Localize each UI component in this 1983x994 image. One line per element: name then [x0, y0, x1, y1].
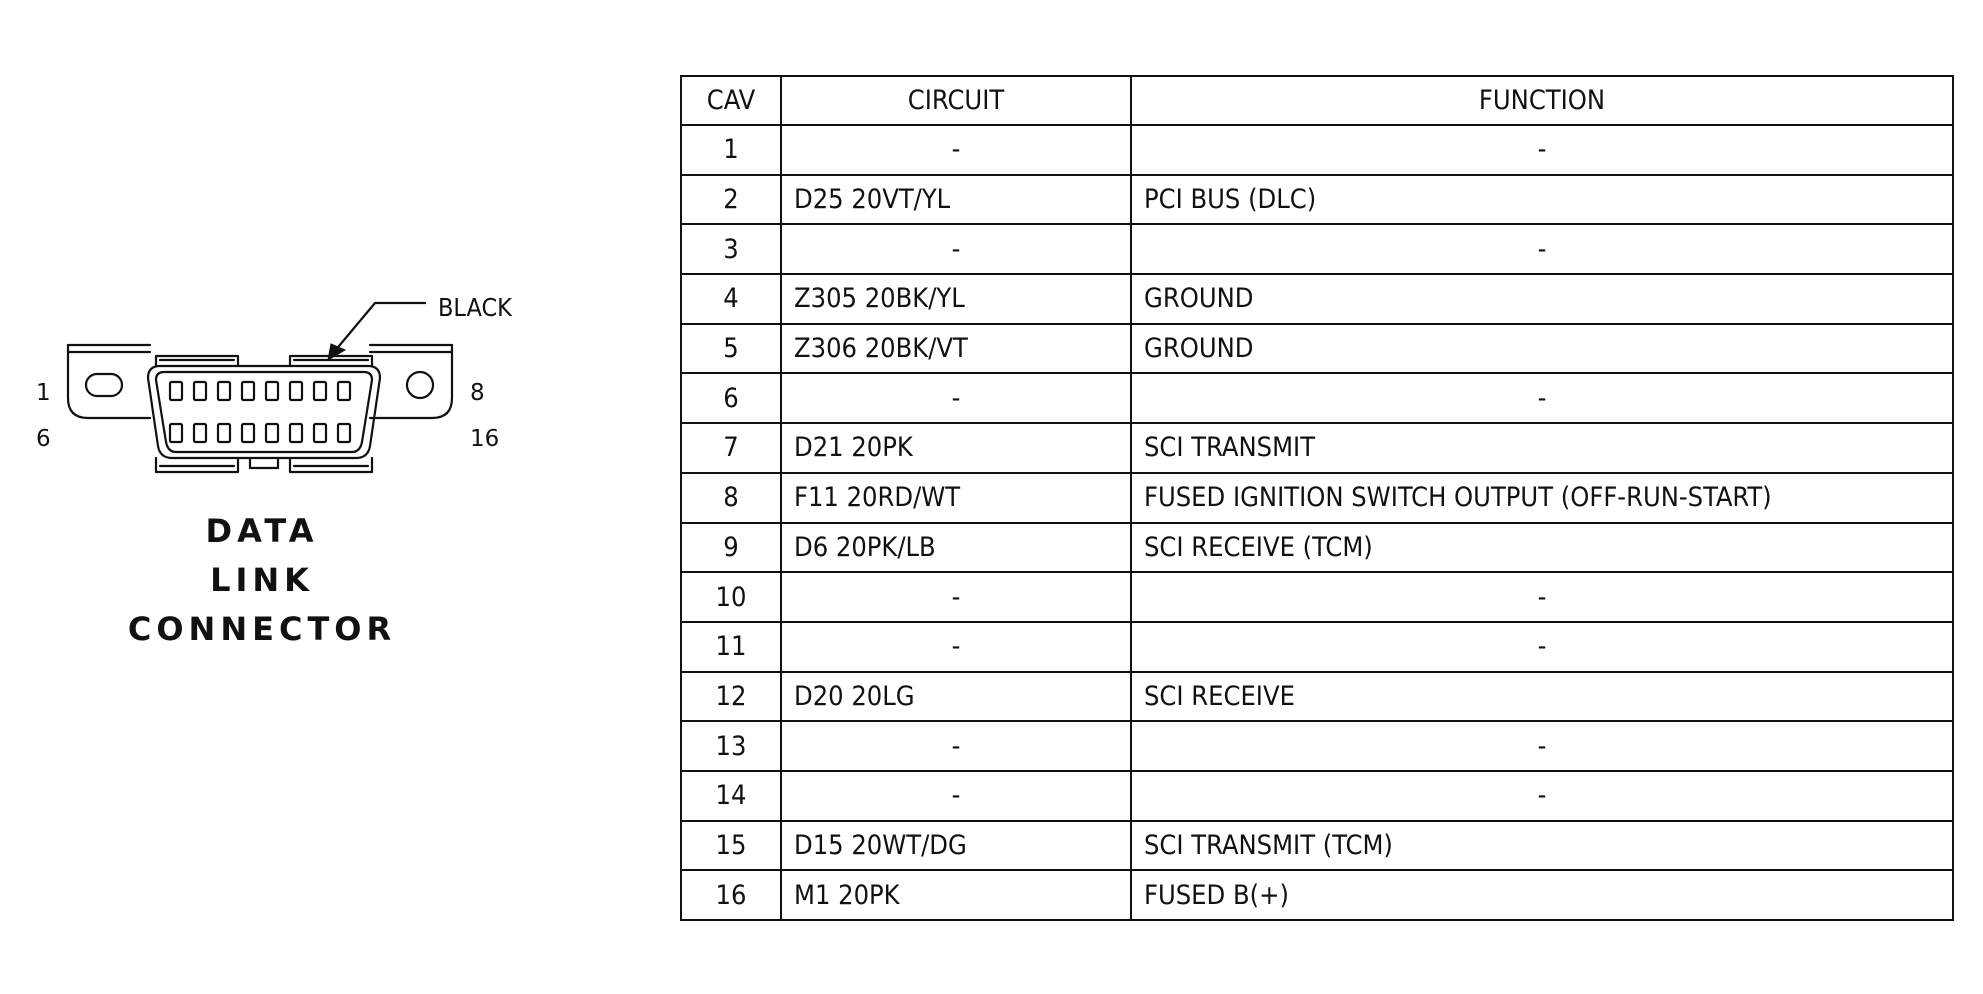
circuit-cell: D15 20WT/DG — [781, 821, 1131, 871]
function-cell: - — [1131, 771, 1953, 821]
table-row — [681, 175, 1953, 225]
circuit-cell: - — [781, 622, 1131, 672]
connector-color-label: BLACK — [438, 293, 512, 322]
circuit-cell: - — [781, 224, 1131, 274]
cav-cell: 9 — [681, 523, 781, 573]
table-row — [681, 224, 1953, 274]
cav-cell: 8 — [681, 473, 781, 523]
table-row — [681, 672, 1953, 722]
circuit-cell: D25 20VT/YL — [781, 175, 1131, 225]
table-header-row — [681, 76, 1953, 125]
cav-cell: 2 — [681, 175, 781, 225]
table-row — [681, 473, 1953, 523]
circuit-cell: - — [781, 572, 1131, 622]
function-cell: SCI RECEIVE — [1131, 672, 1953, 722]
table-row — [681, 324, 1953, 374]
header-cav: CAV — [681, 76, 781, 125]
connector-title-line-1: DATA — [205, 512, 319, 550]
table-row — [681, 721, 1953, 771]
function-cell: SCI TRANSMIT (TCM) — [1131, 821, 1953, 871]
circuit-cell: - — [781, 373, 1131, 423]
left-mount-hole — [86, 374, 122, 396]
function-cell: GROUND — [1131, 274, 1953, 324]
cav-cell: 16 — [681, 870, 781, 920]
pin-label-6: 6 — [36, 426, 51, 452]
circuit-cell: F11 20RD/WT — [781, 473, 1131, 523]
right-mounting-ear — [370, 345, 452, 418]
circuit-cell: D20 20LG — [781, 672, 1131, 722]
function-cell: FUSED IGNITION SWITCH OUTPUT (OFF-RUN-START) — [1131, 473, 1953, 523]
table-row — [681, 771, 1953, 821]
circuit-cell: Z305 20BK/YL — [781, 274, 1131, 324]
circuit-cell: - — [781, 771, 1131, 821]
circuit-cell: M1 20PK — [781, 870, 1131, 920]
cav-cell: 7 — [681, 423, 781, 473]
function-cell: PCI BUS (DLC) — [1131, 175, 1953, 225]
cav-cell: 14 — [681, 771, 781, 821]
cav-cell: 11 — [681, 622, 781, 672]
cav-cell: 6 — [681, 373, 781, 423]
left-mounting-ear — [68, 345, 150, 418]
connector-title-line-3: CONNECTOR — [127, 610, 397, 648]
right-mount-hole — [407, 372, 433, 398]
table-row — [681, 274, 1953, 324]
function-cell: GROUND — [1131, 324, 1953, 374]
cav-cell: 1 — [681, 125, 781, 175]
connector-shell — [148, 366, 380, 458]
table-row — [681, 821, 1953, 871]
table-row — [681, 622, 1953, 672]
table-row — [681, 423, 1953, 473]
table-row — [681, 523, 1953, 573]
table-row — [681, 572, 1953, 622]
leader-arrowhead — [328, 344, 345, 360]
pin-label-16: 16 — [470, 426, 500, 452]
function-cell: - — [1131, 224, 1953, 274]
bottom-pin-row — [170, 424, 350, 442]
circuit-cell: D6 20PK/LB — [781, 523, 1131, 573]
pinout-table — [680, 75, 1954, 921]
table-row — [681, 125, 1953, 175]
pin-label-8: 8 — [470, 380, 485, 406]
pinout-table-body — [681, 125, 1953, 920]
cav-cell: 4 — [681, 274, 781, 324]
function-cell: SCI RECEIVE (TCM) — [1131, 523, 1953, 573]
function-cell: - — [1131, 373, 1953, 423]
circuit-cell: - — [781, 125, 1131, 175]
header-circuit: CIRCUIT — [781, 76, 1131, 125]
circuit-cell: D21 20PK — [781, 423, 1131, 473]
circuit-cell: - — [781, 721, 1131, 771]
function-cell: - — [1131, 622, 1953, 672]
cav-cell: 10 — [681, 572, 781, 622]
cav-cell: 13 — [681, 721, 781, 771]
function-cell: - — [1131, 572, 1953, 622]
table-row — [681, 373, 1953, 423]
function-cell: - — [1131, 721, 1953, 771]
function-cell: SCI TRANSMIT — [1131, 423, 1953, 473]
connector-title-line-2: LINK — [210, 561, 314, 599]
pin-label-1: 1 — [36, 380, 51, 406]
cav-cell: 15 — [681, 821, 781, 871]
table-row — [681, 870, 1953, 920]
cav-cell: 12 — [681, 672, 781, 722]
cav-cell: 5 — [681, 324, 781, 374]
top-pin-row — [170, 382, 350, 400]
header-function: FUNCTION — [1131, 76, 1953, 125]
function-cell: - — [1131, 125, 1953, 175]
function-cell: FUSED B(+) — [1131, 870, 1953, 920]
cav-cell: 3 — [681, 224, 781, 274]
circuit-cell: Z306 20BK/VT — [781, 324, 1131, 374]
